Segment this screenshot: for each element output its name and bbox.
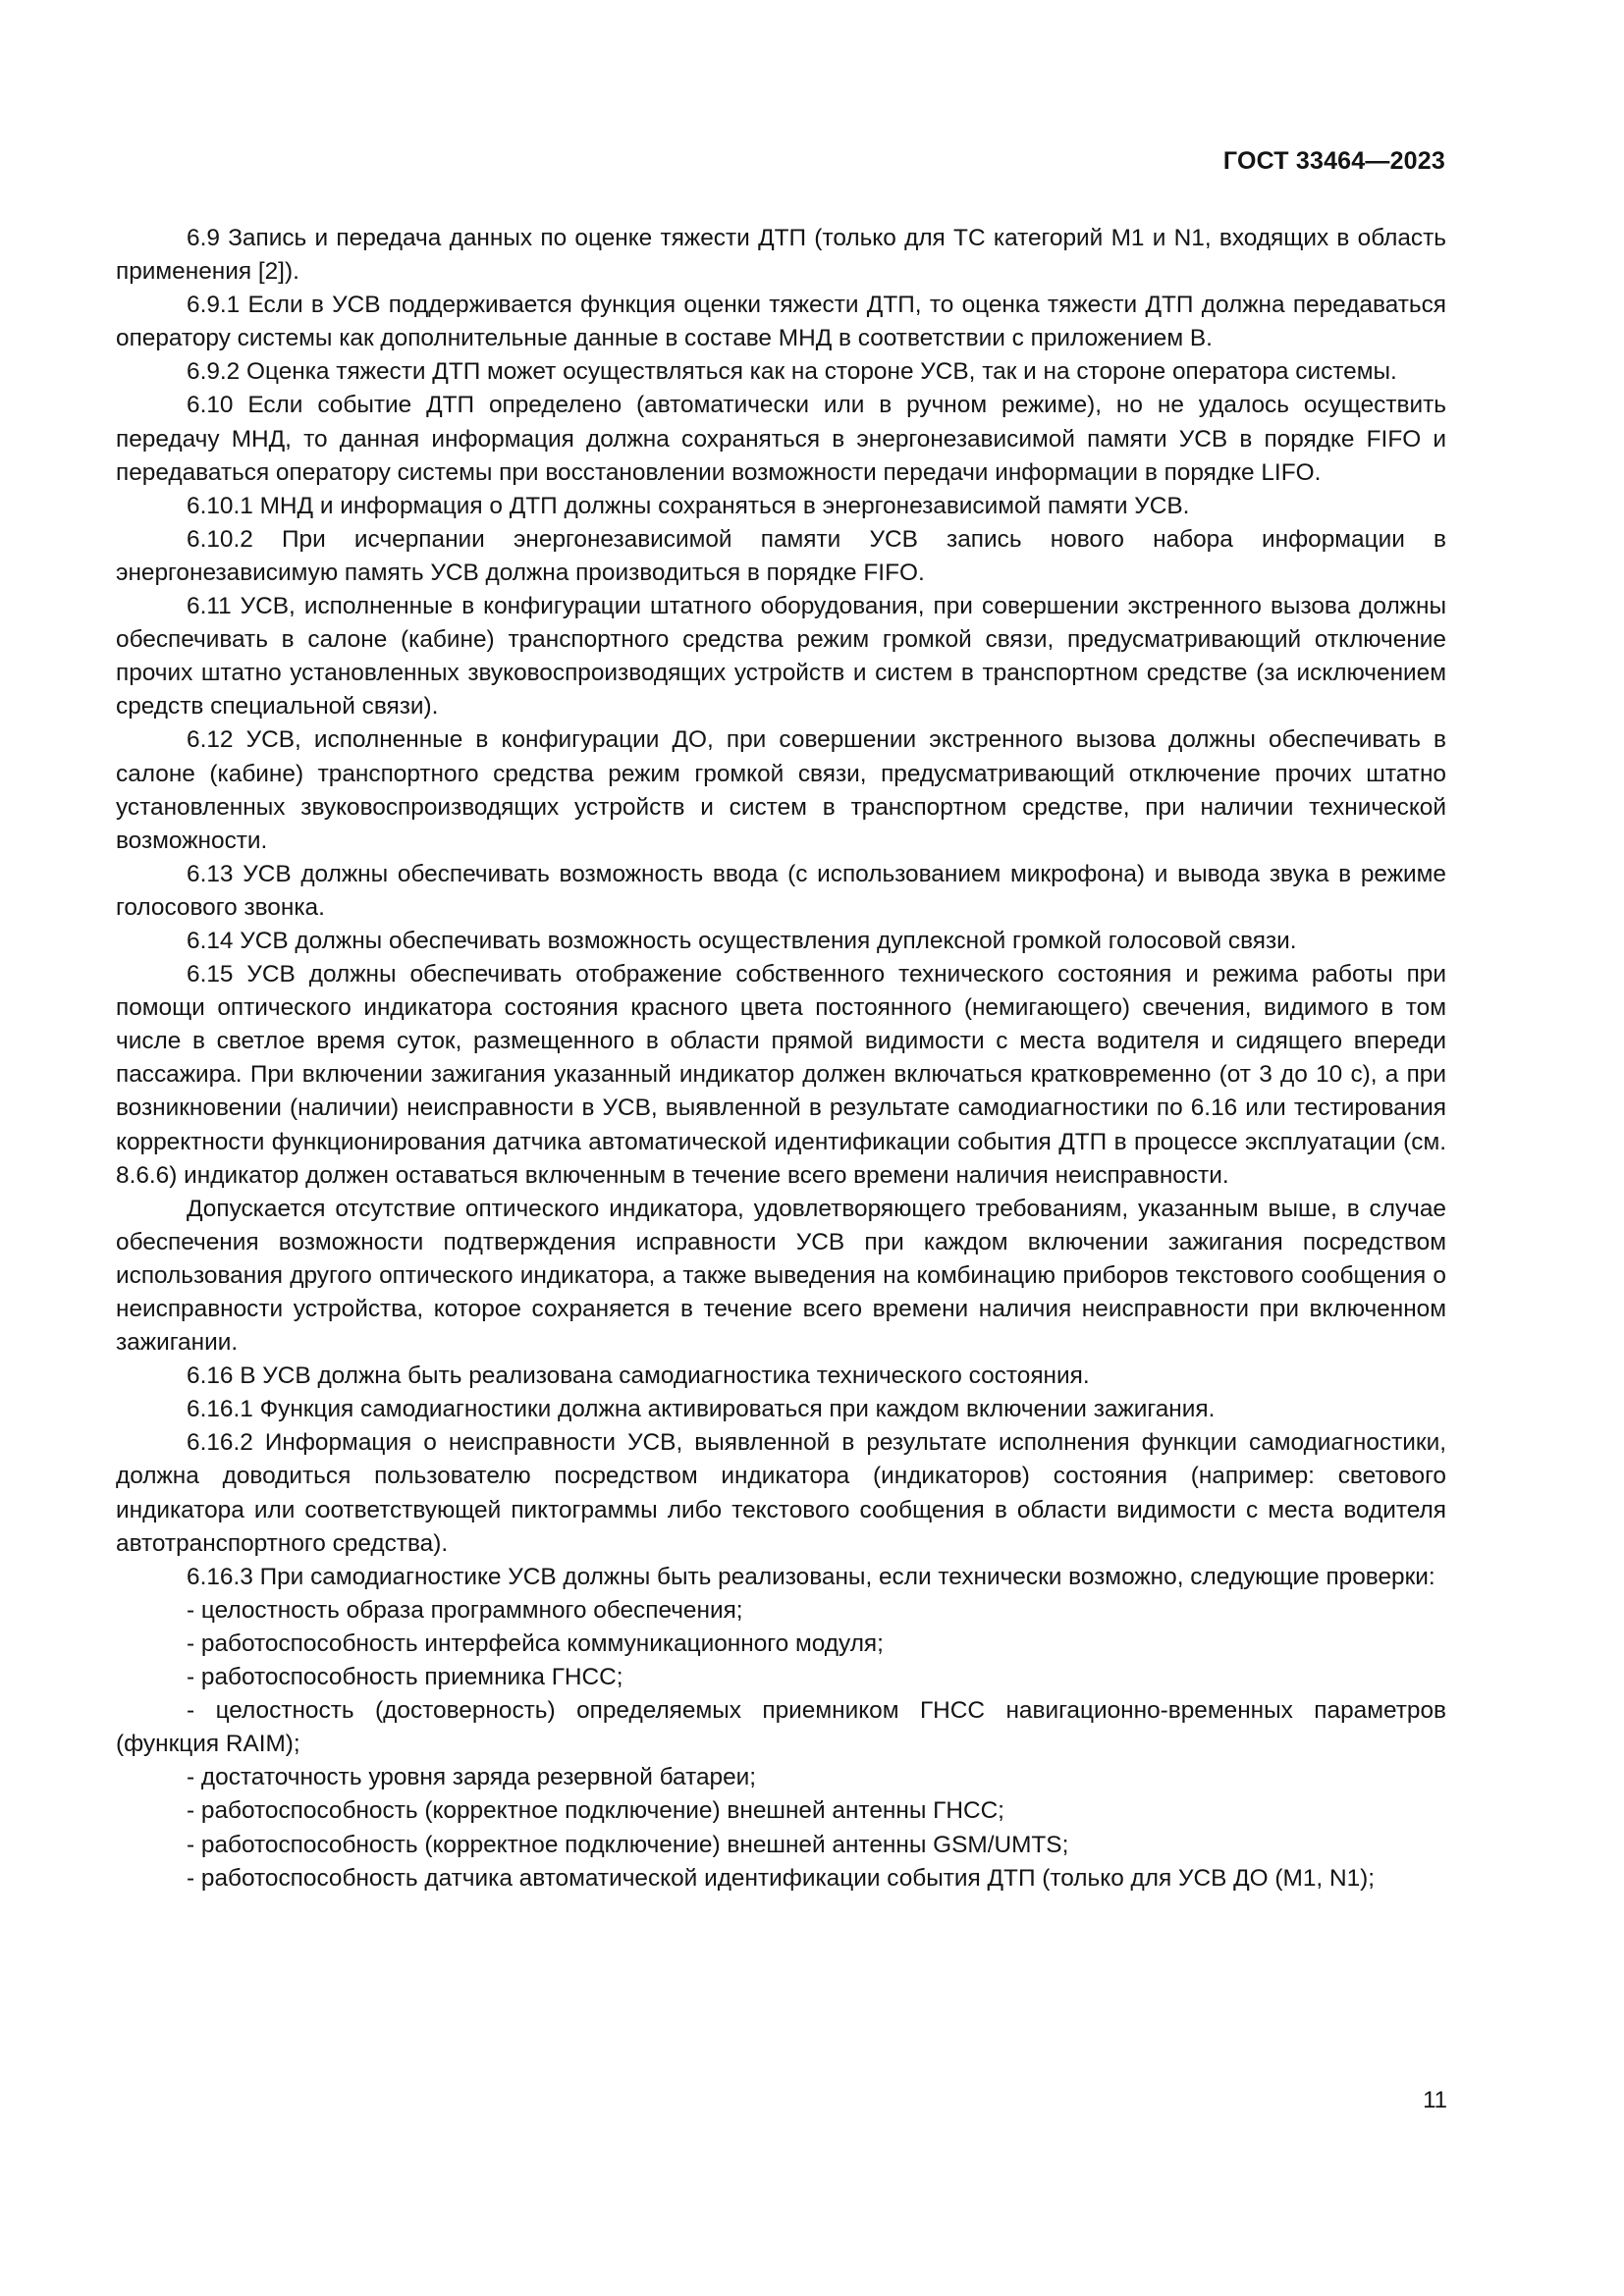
paragraph-6-16: 6.16 В УСВ должна быть реализована самодиагностика технического состояния.: [187, 1362, 1090, 1390]
page-number: 11: [1423, 2087, 1447, 2113]
paragraph-6-14: 6.14 УСВ должны обеспечивать возможность осуществления дуплексной громкой голосовой связи.: [187, 927, 1297, 954]
paragraph-6-10: 6.10 Если событие ДТП определено (автоматически или в ручном режиме), но не удалось осуществить передачу МНД, то данная информация должна сохраняться в энергонезависимой памяти УСВ в порядке FIFO и передаваться оператору системы при восстановлении возможности передачи информации в порядке LIFO.: [116, 392, 1446, 486]
paragraph-6-10-2: 6.10.2 При исчерпании энергонезависимой памяти УСВ запись нового набора информации в энергонезависимую память УСВ должна производиться в порядке FIFO.: [116, 525, 1446, 586]
paragraph-6-9-1: 6.9.1 Если в УСВ поддерживается функция оценки тяжести ДТП, то оценка тяжести ДТП должна передаваться оператору системы как дополнительные данные в составе МНД в соответствии с приложением В.: [116, 292, 1446, 352]
list-item: - целостность (достоверность) определяемых приемником ГНСС навигационно-временных параметров (функция RAIM);: [116, 1697, 1446, 1758]
list-item: - работоспособность интерфейса коммуникационного модуля;: [187, 1629, 884, 1657]
paragraph-6-12: 6.12 УСВ, исполненные в конфигурации ДО, при совершении экстренного вызова должны обеспечивать в салоне (кабине) транспортного средства режим громкой связи, предусматривающий отключение прочих штатно установленных звуковоспроизводящих устройств и систем в транспортном средстве, при наличии технической возможности.: [116, 726, 1446, 854]
document-body: [116, 222, 1446, 1896]
list-item: - работоспособность датчика автоматической идентификации события ДТП (только для УСВ ДО (М1, N1);: [187, 1864, 1376, 1892]
list-item: - работоспособность приемника ГНСС;: [187, 1664, 623, 1691]
paragraph-6-11: 6.11 УСВ, исполненные в конфигурации штатного оборудования, при совершении экстренного вызова должны обеспечивать в салоне (кабине) транспортного средства режим громкой связи, предусматривающий отключение прочих штатно установленных звуковоспроизводящих устройств и систем в транспортном средстве (за исключением средств специальной связи).: [116, 593, 1446, 721]
paragraph-6-15: 6.15 УСВ должны обеспечивать отображение собственного технического состояния и режима работы при помощи оптического индикатора состояния красного цвета постоянного (немигающего) свечения, видимого в том числе в светлое время суток, размещенного в области прямой видимости с места водителя и сидящего впереди пассажира. При включении зажигания указанный индикатор должен включаться кратковременно (от 3 до 10 с), а при возникновении (наличии) неисправности в УСВ, выявленной в результате самодиагностики по 6.16 или тестирования корректности функционирования датчика автоматической идентификации события ДТП в процессе эксплуатации (см. 8.6.6) индикатор должен оставаться включенным в течение всего времени наличия неисправности.: [116, 961, 1446, 1189]
list-item: - работоспособность (корректное подключение) внешней антенны GSM/UMTS;: [187, 1831, 1069, 1858]
paragraph-6-16-3: 6.16.3 При самодиагностике УСВ должны быть реализованы, если технически возможно, следующие проверки:: [187, 1563, 1435, 1590]
list-item: - целостность образа программного обеспечения;: [187, 1596, 743, 1624]
document-code-header: ГОСТ 33464—2023: [1222, 147, 1445, 175]
paragraph-6-9: 6.9 Запись и передача данных по оценке тяжести ДТП (только для ТС категорий М1 и N1, входящих в область применения [2]).: [116, 225, 1446, 286]
paragraph-6-16-1: 6.16.1 Функция самодиагностики должна активироваться при каждом включении зажигания.: [187, 1396, 1216, 1423]
paragraph-6-13: 6.13 УСВ должны обеспечивать возможность ввода (с использованием микрофона) и вывода звука в режиме голосового звонка.: [116, 860, 1446, 921]
list-item: - работоспособность (корректное подключение) внешней антенны ГНСС;: [187, 1797, 1004, 1825]
paragraph-6-10-1: 6.10.1 МНД и информация о ДТП должны сохраняться в энергонезависимой памяти УСВ.: [187, 492, 1190, 519]
paragraph-6-9-2: 6.9.2 Оценка тяжести ДТП может осуществляться как на стороне УСВ, так и на стороне оператора системы.: [187, 358, 1397, 386]
list-item: - достаточность уровня заряда резервной батареи;: [187, 1764, 757, 1791]
paragraph-6-15-note: Допускается отсутствие оптического индикатора, удовлетворяющего требованиям, указанным выше, в случае обеспечения возможности подтверждения исправности УСВ при каждом включении зажигания посредством использования другого оптического индикатора, а также выведения на комбинацию приборов текстового сообщения о неисправности устройства, которое сохраняется в течение всего времени наличия неисправности при включенном зажигании.: [116, 1195, 1446, 1357]
paragraph-6-16-2: 6.16.2 Информация о неисправности УСВ, выявленной в результате исполнения функции самодиагностики, должна доводиться пользователю посредством индикатора (индикаторов) состояния (например: светового индикатора или соответствующей пиктограммы либо текстового сообщения в области видимости с места водителя автотранспортного средства).: [116, 1429, 1446, 1557]
